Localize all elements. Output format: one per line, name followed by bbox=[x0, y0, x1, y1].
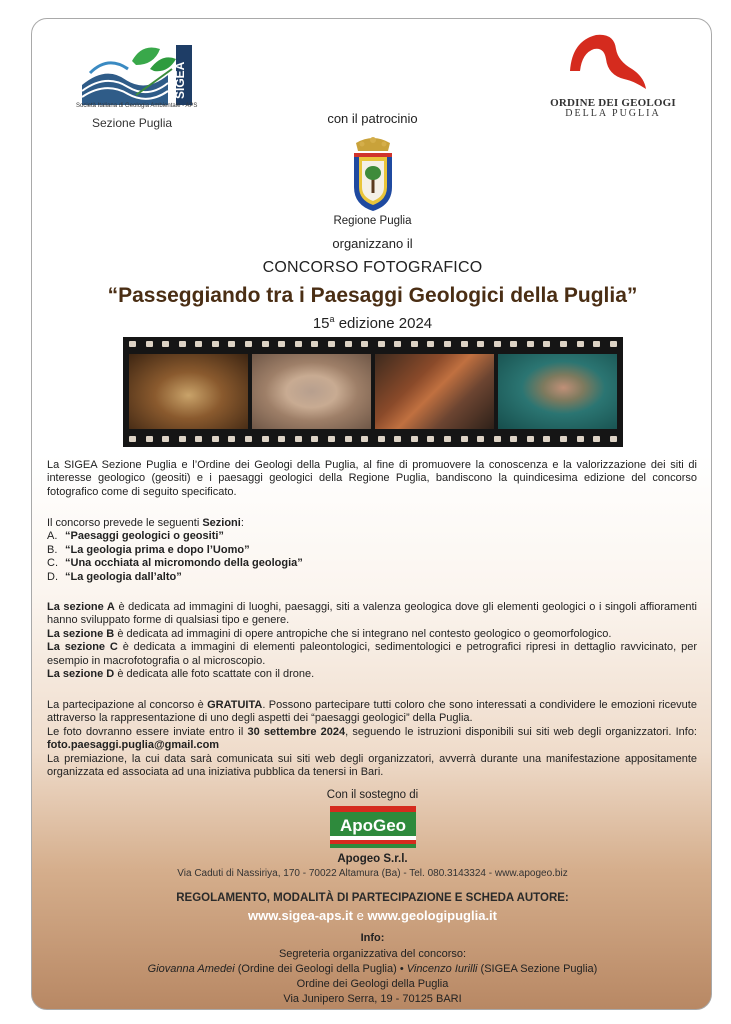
info-address: Via Junipero Serra, 19 - 70125 BARI bbox=[283, 993, 462, 1005]
contest-label: CONCORSO FOTOGRAFICO bbox=[262, 259, 483, 276]
section-c-desc: La sezione C è dedicata a immagini di elementi paleontologici, sedimentologici e petrografici ripresi in dettaglio ravvicinato, per esempio in macrofotografia o al microscopio. bbox=[47, 641, 697, 667]
contact-email-link[interactable]: foto.paesaggi.puglia@gmail.com bbox=[47, 739, 220, 752]
photo-aerial-coast bbox=[498, 354, 617, 429]
section-d-desc: La sezione D è dedicata alle foto scattate con il drone. bbox=[47, 668, 315, 681]
rules-heading: REGOLAMENTO, MODALITÀ DI PARTECIPAZIONE E SCHEDA AUTORE: bbox=[176, 892, 569, 904]
section-a-desc: La sezione A è dedicata ad immagini di luoghi, paesaggi, siti a valenza geologica dove gli elementi geologici o i singoli affioramenti hanno sviluppato forme di qualsiasi tipo e genere. bbox=[47, 601, 698, 627]
contest-title: “Passeggiando tra i Paesaggi Geologici della Puglia” bbox=[107, 284, 638, 307]
sigea-logo-text: SIGEA bbox=[173, 61, 187, 99]
award-text: La premiazione, la cui data sarà comunicata sui siti web degli organizzatori, avverrà durante una manifestazione appositamente organizzata ed associata ad una iniziativa pubblica da tenersi in Bari. bbox=[47, 752, 697, 779]
film-strip bbox=[123, 337, 623, 447]
info-heading: Info: bbox=[360, 932, 385, 944]
patronage-text: con il patrocinio bbox=[327, 111, 418, 126]
apogeo-logo-text: ApoGeo bbox=[339, 816, 407, 835]
intro-paragraph: La SIGEA Sezione Puglia e l’Ordine dei Geologi della Puglia, al fine di promuovere la conoscenza e la valorizzazione dei siti di interesse geologico (geositi) e i paesaggi geologici della Regione Puglia, bandiscono la quindicesima edizione del concorso fotografico come di seguito specificato. bbox=[47, 459, 697, 498]
organize-text: organizzano il bbox=[332, 236, 413, 251]
section-item: C. “Una occhiata al micromondo della geologia” bbox=[47, 557, 303, 570]
geologi-website-link[interactable]: www.geologipuglia.it bbox=[367, 908, 497, 923]
sections-intro: Il concorso prevede le seguenti Sezioni: bbox=[47, 517, 244, 529]
flyer bbox=[31, 18, 712, 1010]
sigea-full-name: Società Italiana di Geologia Ambientale - APS bbox=[76, 103, 198, 109]
regione-puglia-label: Regione Puglia bbox=[333, 215, 412, 227]
sigea-website-link[interactable]: www.sigea-aps.it bbox=[248, 908, 353, 923]
film-holes-bottom bbox=[129, 436, 617, 443]
section-descriptions bbox=[47, 601, 697, 681]
photo-rock-macro bbox=[375, 354, 494, 429]
sponsor-name: Apogeo S.r.l. bbox=[337, 853, 408, 865]
deadline-text: Le foto dovranno essere inviate entro il 30 settembre 2024, seguendo le istruzioni disponibili sui siti web degli organizzatori. Info: foto.paesaggi.puglia@gmail.com bbox=[47, 725, 697, 752]
photo-rock-formation bbox=[252, 354, 371, 429]
support-label: Con il sostegno di bbox=[326, 789, 419, 801]
edition: 15$^a$ edizione 2024 bbox=[312, 314, 433, 332]
info-contacts: Giovanna Amedei (Ordine dei Geologi della Puglia) • Vincenzo Iurilli (SIGEA Sezione Puglia) bbox=[147, 963, 598, 975]
section-item: A. “Paesaggi geologici o geositi” bbox=[47, 530, 224, 543]
sections-block bbox=[47, 517, 697, 584]
participation-block bbox=[47, 699, 697, 779]
ordine-geologi-logo bbox=[562, 27, 652, 97]
ordine-geologi-region: DELLA PUGLIA bbox=[565, 108, 661, 119]
website-links: www.sigea-aps.it e www.geologipuglia.it bbox=[248, 908, 497, 923]
participation-text: La partecipazione al concorso è GRATUITA. Possono partecipare tutti coloro che sono interessati a condividere le emozioni ricevute attraverso la rappresentazione di uno degli aspetti dei “paesaggi geologici” della Puglia. bbox=[47, 699, 697, 725]
regione-puglia-crest bbox=[350, 135, 396, 213]
info-office: Ordine dei Geologi della Puglia bbox=[296, 978, 449, 990]
apogeo-logo bbox=[330, 806, 416, 848]
ordine-geologi-name: ORDINE DEI GEOLOGI bbox=[550, 97, 676, 109]
photo-cave-interior bbox=[129, 354, 248, 429]
sponsor-address: Via Caduti di Nassiriya, 170 - 70022 Altamura (Ba) - Tel. 080.3143324 - www.apogeo.biz bbox=[177, 868, 568, 879]
section-b-desc: La sezione B è dedicata ad immagini di opere antropiche che si integrano nel contesto geologico o geomorfologico. bbox=[47, 627, 612, 640]
film-holes-top bbox=[129, 341, 617, 348]
info-secretariat: Segreteria organizzativa del concorso: bbox=[278, 948, 467, 960]
sigea-section: Sezione Puglia bbox=[92, 116, 173, 130]
section-item: D. “La geologia dall’alto” bbox=[47, 570, 182, 583]
section-item: B. “La geologia prima e dopo l’Uomo” bbox=[47, 543, 250, 556]
